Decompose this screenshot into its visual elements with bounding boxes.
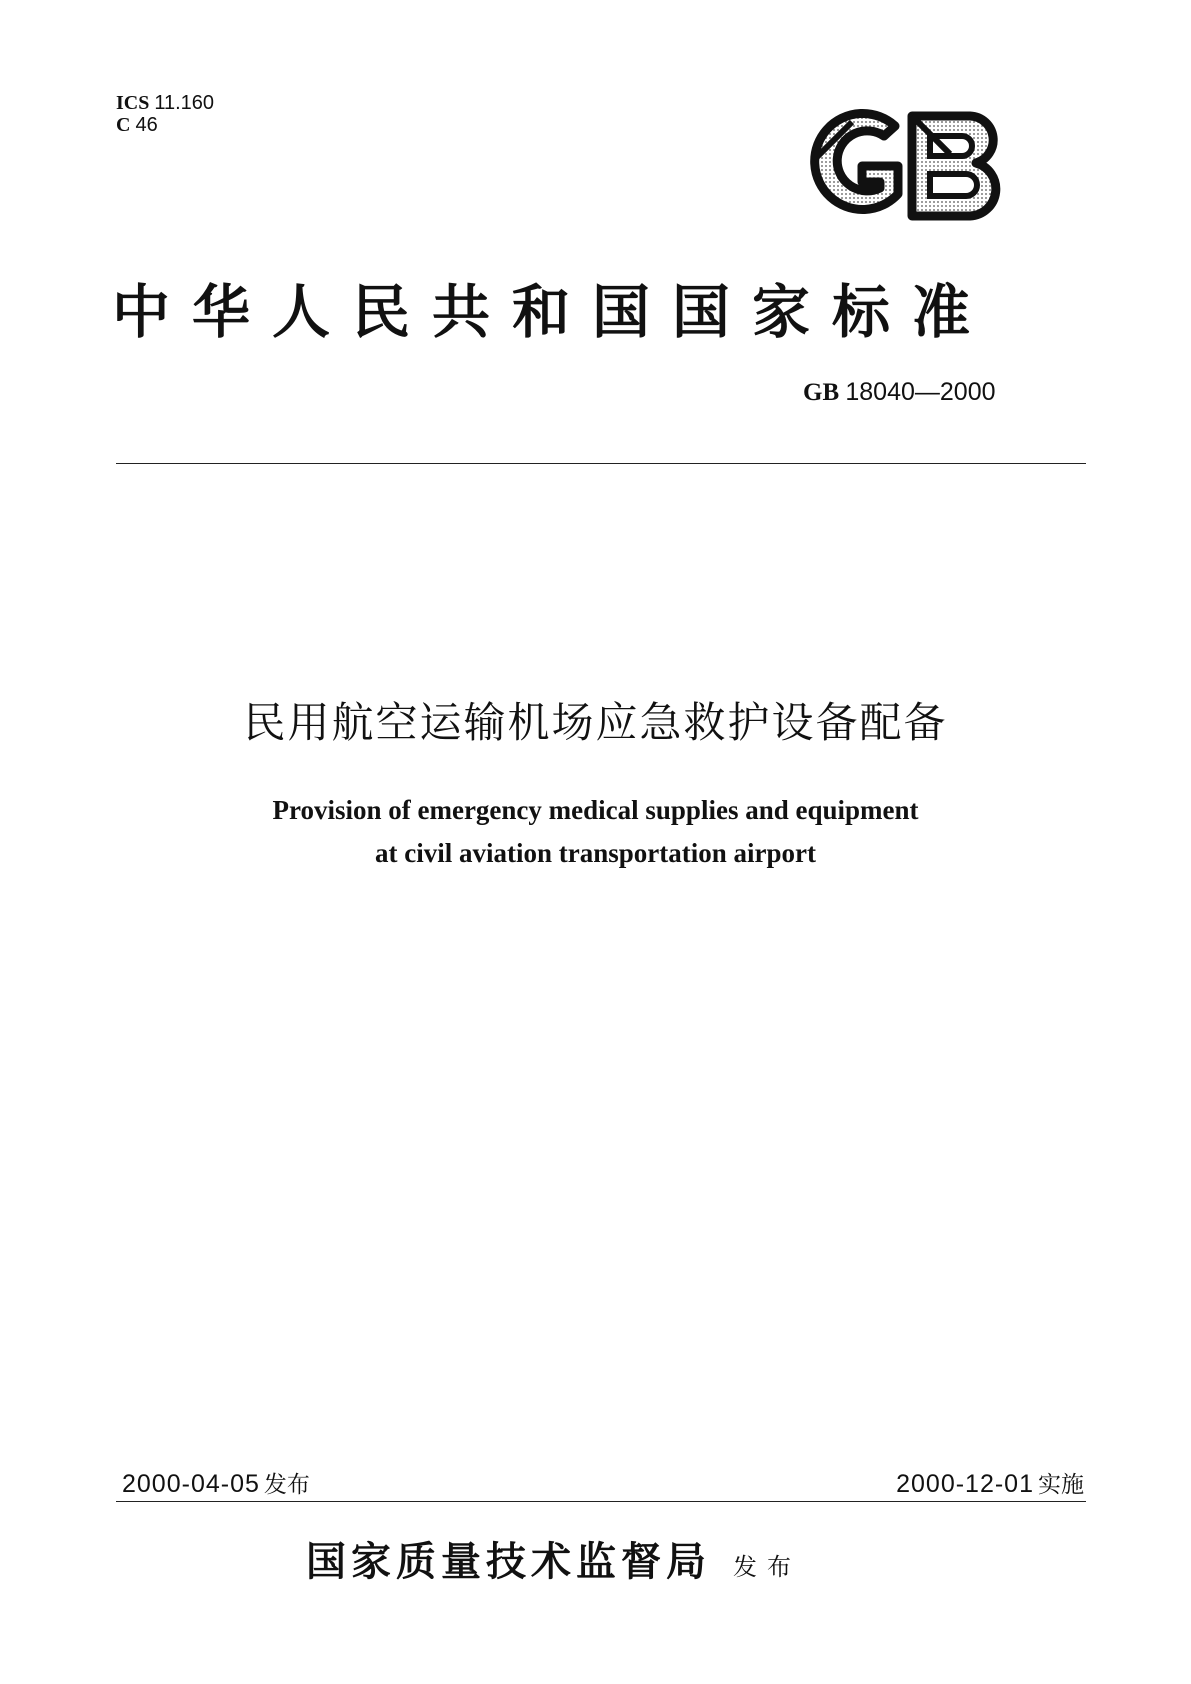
implementation-date-value: 2000-12-01: [896, 1470, 1034, 1498]
standard-number: [803, 378, 996, 407]
issuer: [306, 1530, 801, 1587]
issuer-organization: 国家质量技术监督局: [306, 1538, 711, 1585]
standard-prefix: GB: [803, 379, 840, 406]
issue-date: [122, 1466, 310, 1499]
national-standard-title: 中华人民共和国国家标准: [112, 278, 993, 346]
english-title-line-2: at civil aviation transportation airport: [375, 838, 816, 868]
standard-code: 18040—2000: [845, 378, 996, 406]
ccs-line: [116, 114, 214, 136]
footer-divider: [116, 1501, 1086, 1502]
ics-value: 11.160: [154, 92, 215, 114]
issue-date-label: 发布: [263, 1472, 310, 1498]
header-divider: [116, 463, 1086, 464]
classification-codes: [116, 92, 214, 136]
ccs-label: C: [116, 114, 131, 136]
implementation-date-label: 实施: [1038, 1472, 1084, 1498]
ics-label: ICS: [116, 92, 150, 114]
ccs-value: 46: [135, 114, 158, 136]
gb-logo: [800, 108, 1010, 224]
issuer-action: 发布: [733, 1553, 801, 1581]
ics-line: [116, 92, 214, 114]
chinese-title: 民用航空运输机场应急救护设备配备: [243, 698, 948, 747]
implementation-date: [896, 1466, 1084, 1499]
issue-date-value: 2000-04-05: [122, 1470, 260, 1498]
english-title-line-1: Provision of emergency medical supplies and equipment: [272, 795, 919, 825]
